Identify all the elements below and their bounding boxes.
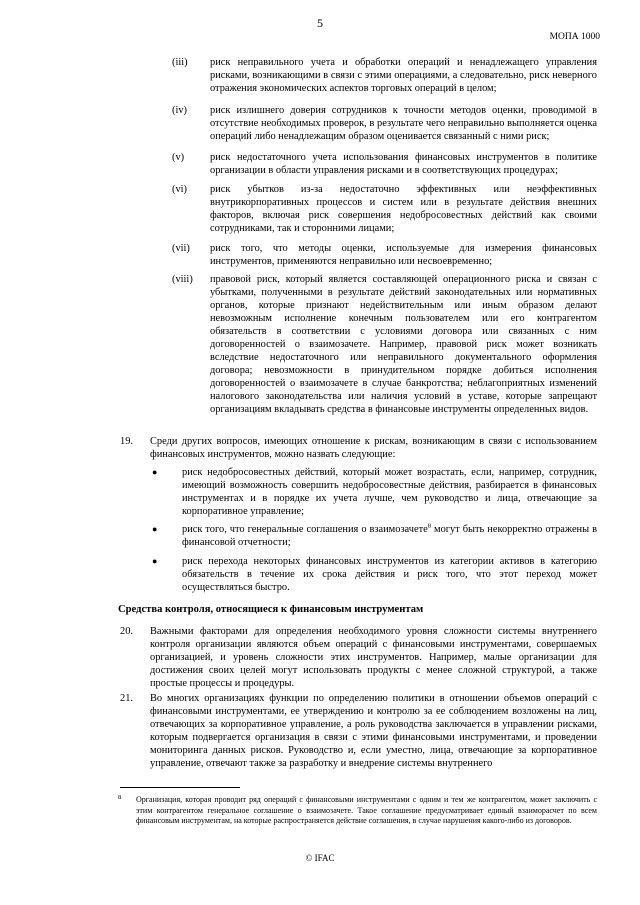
bullet-item xyxy=(152,466,597,518)
paragraph-number: 21. xyxy=(120,693,133,704)
risk-item-label: (vi) xyxy=(172,184,188,195)
bullet-text xyxy=(182,523,597,549)
risk-item-text: риск того, что методы оценки, используемые для измерения финансовых инструментов, применяются неправильно или несвоевременно; xyxy=(210,243,597,267)
risk-item-label: (viii) xyxy=(172,274,193,285)
footnote-ref: 8 xyxy=(427,522,431,530)
bullet-icon: ● xyxy=(152,556,158,566)
paragraph-21 xyxy=(120,692,597,770)
risk-item-text: риск недостаточного учета использования финансовых инструментов в политике организации в области управления рисками и в соответствующих процедурах; xyxy=(210,152,597,176)
paragraph-text: Во многих организациях функции по определению политики в отношении объемов операций с финансовыми инструментами, ее утверждению и контролю за ее соблюдением возложены на лиц, отвечающих за корпоративное управление, а роль руководства заключается в управлении рисками, которым подвергается организация в связи с этими финансовыми инструментами, и проведении мониторинга данных рисков. Руководство и, если уместно, лица, отвечающие за корпоративное управление, отвечают также за разработку и внедрение системы внутреннего xyxy=(150,693,597,769)
risk-item-iii xyxy=(172,56,597,95)
paragraph-text: Среди других вопросов, имеющих отношение к рискам, возникающим в связи с использованием финансовых инструментов, можно назвать следующие: xyxy=(150,436,597,460)
risk-item-text: правовой риск, который является составляющей операционного риска и связан с убытками, полученными в результате действий законодательных или нормативных органов, которые признают недействительным или иным образом делают невозможным исполнение конечным пользователем или его контрагентом обязательств в соответствии с условиями договора или связанных с ним договоренностей о взаимозачете. Например, правовой риск может возникать вследствие недостаточного или неправильного документального оформления договора; невозможности в принудительном порядке добиться исполнения договоренностей о взаимозачете в случае банкротства; неблагоприятных изменений налогового законодательства или наличия условий в уставе, которые запрещают организациям вкладывать средства в финансовые инструменты определенных видов. xyxy=(210,274,597,415)
risk-item-vi xyxy=(172,183,597,235)
footnote-number: 8 xyxy=(118,794,122,801)
bullet-text-after: могут быть некорректно отражены в финансовой отчетности; xyxy=(182,524,597,548)
bullet-icon: ● xyxy=(152,524,158,534)
risk-item-label: (iii) xyxy=(172,57,188,68)
paragraph-19 xyxy=(120,435,597,461)
risk-item-text: риск убытков из-за недостаточно эффективных или неэффективных внутрикорпоративных процессов и систем или в результате действия внешних факторов, включая риск совершения недобросовестных действий как своими сотрудниками, так и сторонними лицами; xyxy=(210,184,597,234)
bullet-icon: ● xyxy=(152,467,158,477)
bullet-text-before: риск того, что генеральные соглашения о взаимозачете xyxy=(182,524,428,535)
risk-item-label: (iv) xyxy=(172,105,188,116)
bullet-text: риск перехода некоторых финансовых инструментов из категории активов в категорию обязательств в течение их срока действия и риск того, что этот переход может осуществляться быстро. xyxy=(182,556,597,593)
risk-item-label: (v) xyxy=(172,152,185,163)
risk-item-label: (vii) xyxy=(172,243,190,254)
risk-item-vii xyxy=(172,242,597,268)
bullet-item xyxy=(152,555,597,594)
risk-item-text: риск неправильного учета и обработки операций и ненадлежащего управления рисками, возникающими в связи с этими операциями, а следовательно, риск неверного отражения экономических аспектов торговых операций в целом; xyxy=(210,57,597,94)
footnote-text: Организация, которая проводит ряд операций с финансовыми инструментами с одним и тем же контрагентом, может заключить с этим контрагентом генеральное соглашение о взаимозачете. Такое соглашение предусматривает единый взаиморасчет по всем финансовым инструментам, на которые распространяется действие соглашения, в случае нарушения какого-либо из договоров. xyxy=(136,795,597,825)
paragraph-number: 19. xyxy=(120,436,133,447)
footer-copyright: © IFAC xyxy=(305,853,335,863)
document-code: МОПА 1000 xyxy=(549,32,600,42)
risk-item-text: риск излишнего доверия сотрудников к точности методов оценки, проводимой в отсутствие необходимых проверок, в результате чего неправильно выполняется оценка операций либо ненадлежащим образом оценивается связанный с ними риск; xyxy=(210,105,597,142)
risk-item-viii xyxy=(172,273,597,416)
footnote-separator xyxy=(120,787,240,788)
bullet-item xyxy=(152,523,597,549)
paragraph-text: Важными факторами для определения необходимого уровня сложности системы внутреннего контроля организации являются объем операций с финансовыми инструментами, совершаемых организацией, и уровень сложности этих инструментов. Например, малые организации для достижения своих целей могут использовать продукты с менее сложной структурой, а также простые процессы и процедуры. xyxy=(150,626,597,689)
footnote xyxy=(118,795,597,827)
section-heading: Средства контроля, относящиеся к финансовым инструментам xyxy=(118,604,424,615)
page-number: 5 xyxy=(317,16,323,30)
paragraph-number: 20. xyxy=(120,626,133,637)
risk-item-v xyxy=(172,151,597,177)
paragraph-20 xyxy=(120,625,597,690)
risk-item-iv xyxy=(172,104,597,143)
bullet-text: риск недобросовестных действий, который может возрастать, если, например, сотрудник, имеющий возможность совершить недобросовестные действия, разбирается в финансовых инструментах и в порядке их учета лучше, чем руководство и лица, отвечающие за корпоративное управление; xyxy=(182,467,597,517)
